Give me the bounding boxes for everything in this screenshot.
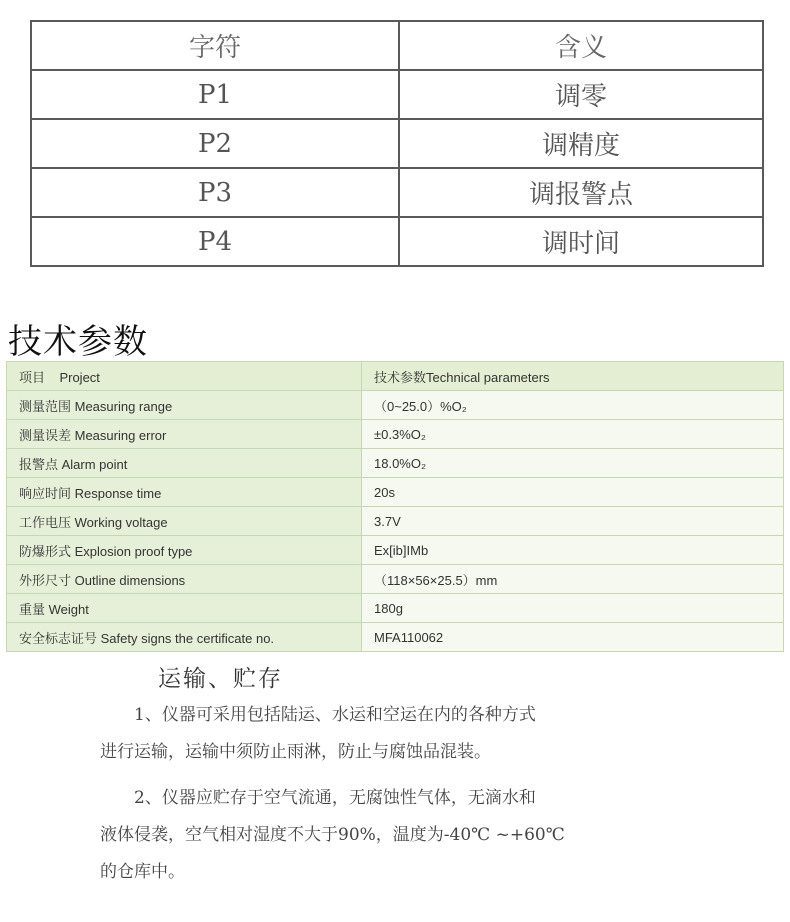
param-value: MFA110062 [362, 623, 784, 652]
table-row [31, 217, 763, 266]
param-label: 测量误差 Measuring error [7, 420, 362, 449]
param-header-row [7, 362, 784, 391]
param-label: 工作电压 Working voltage [7, 507, 362, 536]
storage-title: 运输、贮存 [158, 666, 283, 692]
param-row [7, 507, 784, 536]
paragraph-line: 2、仪器应贮存于空气流通，无腐蚀性气体，无滴水和 [134, 788, 536, 808]
param-row [7, 420, 784, 449]
param-label: 响应时间 Response time [7, 478, 362, 507]
paragraph-line: 1、仪器可采用包括陆运、水运和空运在内的各种方式 [134, 705, 536, 725]
param-label: 防爆形式 Explosion proof type [7, 536, 362, 565]
paragraph-line: 液体侵袭，空气相对湿度不大于90%，温度为-40℃ ~+60℃ [100, 825, 565, 845]
code-cell: P3 [31, 168, 399, 217]
param-row [7, 623, 784, 652]
param-value: 180g [362, 594, 784, 623]
meaning-cell: 调时间 [399, 217, 763, 266]
param-value: Ex[ib]IMb [362, 536, 784, 565]
section-title: 技术参数 [8, 322, 148, 362]
param-value: （0~25.0）%O₂ [362, 391, 784, 420]
storage-paragraph-1 [100, 697, 680, 771]
param-header-value: 技术参数Technical parameters [362, 362, 784, 391]
param-label: 外形尺寸 Outline dimensions [7, 565, 362, 594]
paragraph-line: 的仓库中。 [100, 862, 185, 882]
param-value: （118×56×25.5）mm [362, 565, 784, 594]
param-row [7, 391, 784, 420]
code-cell: P4 [31, 217, 399, 266]
param-label: 重量 Weight [7, 594, 362, 623]
param-value: 20s [362, 478, 784, 507]
param-value: 18.0%O₂ [362, 449, 784, 478]
meaning-cell: 调报警点 [399, 168, 763, 217]
table-row [31, 119, 763, 168]
table-row [31, 70, 763, 119]
param-label: 测量范围 Measuring range [7, 391, 362, 420]
code-cell: P1 [31, 70, 399, 119]
header-cell-meaning: 含义 [399, 21, 763, 70]
meaning-cell: 调零 [399, 70, 763, 119]
table-header-row [31, 21, 763, 70]
paragraph-line: 进行运输，运输中须防止雨淋，防止与腐蚀品混装。 [100, 742, 491, 762]
param-row [7, 449, 784, 478]
param-label: 安全标志证号 Safety signs the certificate no. [7, 623, 362, 652]
param-value: 3.7V [362, 507, 784, 536]
param-row [7, 565, 784, 594]
param-label: 报警点 Alarm point [7, 449, 362, 478]
param-header-project: 项目 Project [7, 362, 362, 391]
param-row [7, 594, 784, 623]
storage-paragraph-2 [100, 780, 680, 891]
param-row [7, 478, 784, 507]
param-value: ±0.3%O₂ [362, 420, 784, 449]
param-row [7, 536, 784, 565]
header-cell-code: 字符 [31, 21, 399, 70]
code-cell: P2 [31, 119, 399, 168]
table-row [31, 168, 763, 217]
meaning-cell: 调精度 [399, 119, 763, 168]
technical-parameters-table [6, 361, 784, 652]
code-meaning-table [30, 20, 764, 267]
